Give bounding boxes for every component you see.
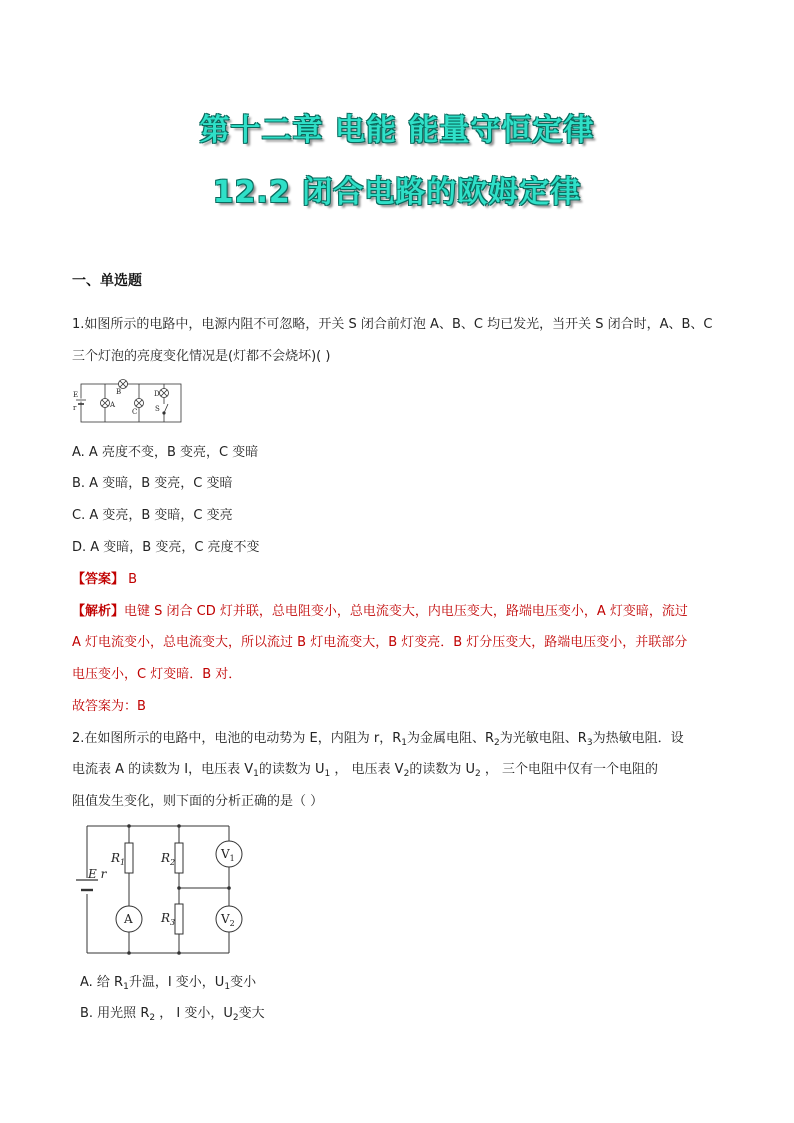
r2-label: R [161, 851, 171, 865]
q1-option-c: C. A 变亮，B 变暗，C 变亮 [72, 508, 233, 523]
q2-text-line3: 阻值发生变化，则下面的分析正确的是（ ） [72, 794, 324, 809]
q1-text-line2: 三个灯泡的亮度变化情况是(灯都不会烧坏)( ) [72, 349, 331, 364]
answer-label: 【答案】 [72, 572, 125, 587]
v2-label: V [221, 912, 230, 926]
answer-value: B [124, 572, 138, 587]
q2-text-line1: 2.在如图所示的电路中，电池的电动势为 E，内阻为 r，$R_1$为金属电阻、$R_2$为光敏电阻、$R_3$为热敏电阻．设 [72, 731, 684, 748]
q1-analysis-line3: 电压变小，C 灯变暗．B 对． [72, 667, 242, 682]
q2-option-b: B. 用光照 $R_2$ ， I 变小，$U_2$变大 [80, 1006, 265, 1023]
q1-final-answer: 故答案为：B [72, 699, 146, 714]
q2-option-a: A. 给 $R_1$升温，I 变小，$U_1$变小 [80, 975, 257, 992]
q1-option-b: B. A 变暗，B 变亮，C 变暗 [72, 476, 233, 491]
analysis-label: 【解析】 [72, 604, 125, 619]
chapter-title: 第十二章 电能 能量守恒定律 [199, 113, 595, 148]
q1-label-s: S [155, 405, 160, 413]
svg-text:V2: $V_2$ [221, 912, 235, 928]
section-title: 12.2 闭合电路的欧姆定律 [212, 175, 582, 210]
q1-text-line1: 1.如图所示的电路中，电源内阻不可忽略，开关 S 闭合前灯泡 A、B、C 均已发光，当开关 S 闭合时，A、B、C [72, 317, 713, 332]
section-heading: 一、单选题 [72, 273, 142, 289]
ammeter-label: A [124, 912, 133, 926]
q1-label-b: B [116, 388, 122, 396]
svg-text:R2: $R_2$ [161, 851, 176, 867]
q1-label-e: E [73, 391, 79, 399]
q2-circuit-diagram [66, 822, 256, 957]
analysis-text: 电键 S 闭合 CD 灯并联，总电阻变小，总电流变大，内电压变大，路端电压变小，A 灯变暗，流过 [124, 604, 688, 619]
q2-text-line2: 电流表 A 的读数为 I，电压表 $V_1$的读数为 $U_1$ ， 电压表 $V_2$的读数为 $U_2$ ， 三个电阻中仅有一个电阻的 [72, 762, 658, 779]
q1-analysis-line1 [72, 603, 688, 621]
r1-label: R [111, 851, 121, 865]
q1-answer [72, 571, 137, 589]
q1-label-d: D [154, 390, 160, 398]
q1-option-a: A. A 亮度不变，B 变亮，C 变暗 [72, 445, 259, 460]
er-label: E r [88, 867, 107, 881]
q1-option-d: D. A 变暗，B 变亮，C 亮度不变 [72, 540, 260, 555]
q1-label-c: C [132, 408, 138, 416]
q1-analysis-line2: A 灯电流变小，总电流变大，所以流过 B 灯电流变大，B 灯变亮．B 灯分压变大，路端电压变小，并联部分 [72, 635, 688, 650]
q1-circuit-diagram [72, 376, 192, 428]
svg-text:R3: $R_3$ [161, 911, 176, 927]
q1-label-r: r [73, 404, 77, 412]
q1-label-a: A [110, 401, 116, 409]
svg-text:V1: $V_1$ [221, 847, 235, 863]
v1-label: V [221, 847, 230, 861]
svg-text:R1: $R_1$ [111, 851, 126, 867]
r3-label: R [161, 911, 171, 925]
